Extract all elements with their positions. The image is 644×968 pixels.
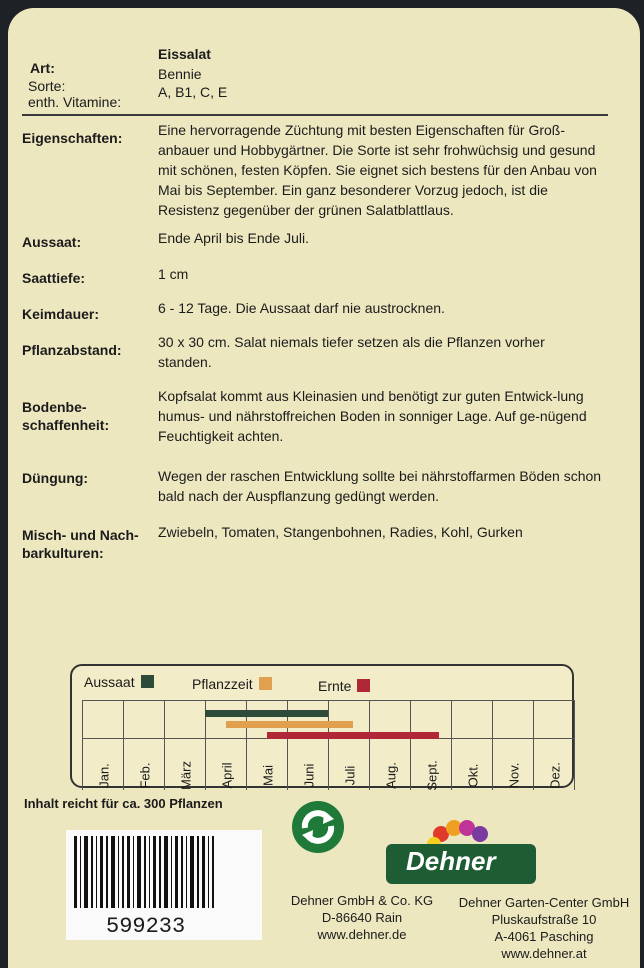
saattiefe-text: 1 cm — [158, 266, 189, 282]
contents-note: Inhalt reicht für ca. 300 Pflanzen — [24, 796, 223, 811]
calendar-gridline — [533, 700, 534, 790]
month-label-text: Jan. — [96, 763, 112, 788]
legend-ernte — [318, 678, 370, 694]
vitamine-value: A, B1, C, E — [158, 84, 228, 100]
calendar-gridline — [82, 700, 83, 790]
address-de-link[interactable]: www.dehner.de — [317, 927, 407, 942]
legend-aussaat-label: Aussaat — [84, 674, 135, 690]
barcode — [66, 830, 262, 940]
month-label-text: März — [178, 761, 194, 790]
month-label-text: April — [219, 762, 235, 789]
sorte-label: Sorte: — [28, 78, 66, 94]
vitamine-label: enth. Vitamine: — [28, 94, 122, 110]
keimdauer-text: 6 - 12 Tage. Die Aussaat darf nie austrocknen. — [158, 300, 445, 316]
legend-aussaat — [84, 674, 154, 690]
month-label-text: Nov. — [506, 762, 522, 789]
calendar-gridline — [164, 700, 165, 790]
calendar-gridline — [410, 700, 411, 790]
eigenschaften-text: Eine hervorragende Züchtung mit besten Eigenschaften für Groß-anbauer und Hobbygärtner. Die Sorte ist sehr frohwüchsig und gesund mit schönen, festen Köpfen. Sie eignet sich bestens für den Anbau von Mai bis September. Ein ganz besonderer Vorzug jedoch, ist die Resistenz gegenüber der grünen Salatblattlaus. — [158, 122, 597, 218]
legend-ernte-label: Ernte — [318, 678, 352, 694]
duengung-label: Düngung: — [22, 470, 89, 486]
month-label-text: Aug. — [383, 762, 399, 789]
calendar-gridline — [574, 700, 575, 790]
legend-ernte-swatch — [357, 679, 370, 692]
keimdauer-label: Keimdauer: — [22, 306, 100, 322]
art-label: Art: — [30, 60, 55, 76]
seed-packet-back — [8, 8, 640, 968]
address-de-line: Dehner GmbH & Co. KG — [290, 893, 434, 908]
month-label-text: Juni — [301, 763, 317, 788]
calendar-bar-pflanzzeit — [226, 721, 353, 728]
bodenbeschaffenheit-label: Bodenbe-schaffenheit: — [22, 399, 110, 433]
aussaat-text: Ende April bis Ende Juli. — [158, 230, 309, 246]
calendar-gridline — [492, 700, 493, 790]
mischkulturen-text: Zwiebeln, Tomaten, Stangenbohnen, Radies, Kohl, Gurken — [158, 524, 523, 540]
address-de — [288, 892, 436, 943]
calendar-gridline — [328, 700, 329, 790]
month-label-text: Mai — [260, 765, 276, 786]
month-label-text: Okt. — [465, 763, 481, 788]
address-at-line: A-4061 Pasching — [494, 929, 594, 944]
recycle-icon — [290, 798, 346, 856]
calendar-gridline — [123, 700, 124, 790]
address-at-line: Pluskaufstraße 10 — [491, 912, 597, 927]
sorte-value: Bennie — [158, 66, 202, 82]
dehner-logo-text: Dehner — [406, 846, 496, 876]
calendar-bar-ernte — [267, 732, 439, 739]
calendar-bar-aussaat — [205, 710, 328, 717]
bodenbeschaffenheit-text: Kopfsalat kommt aus Kleinasien und benötigt zur guten Entwick-lung humus- und nährstoffreichen Boden in sonniger Lage. Auf ge-nügend Feuchtigkeit achten. — [158, 388, 587, 444]
barcode-bars — [66, 830, 262, 910]
address-de-line: D-86640 Rain — [321, 910, 403, 925]
legend-pflanzzeit-label: Pflanzzeit — [192, 676, 253, 692]
calendar-gridline — [82, 700, 574, 701]
saattiefe-label: Saattiefe: — [22, 270, 86, 286]
calendar-gridline — [369, 700, 370, 790]
address-at-link[interactable]: www.dehner.at — [501, 946, 587, 961]
address-at-line: Dehner Garten-Center GmbH — [458, 895, 630, 910]
header-divider — [22, 114, 608, 116]
barcode-number: 599233 — [106, 914, 186, 939]
eigenschaften-label: Eigenschaften: — [22, 130, 123, 146]
pflanzabstand-text: 30 x 30 cm. Salat niemals tiefer setzen als die Pflanzen vorher standen. — [158, 334, 545, 370]
aussaat-label: Aussaat: — [22, 234, 82, 250]
pflanzabstand-label: Pflanzabstand: — [22, 342, 122, 358]
month-label-text: Juli — [342, 765, 358, 786]
month-label-text: Sept. — [424, 760, 440, 791]
duengung-text: Wegen der raschen Entwicklung sollte bei nährstoffarmen Böden schon bald nach der Auspflanzung gedüngt werden. — [158, 468, 602, 504]
address-at — [452, 894, 636, 962]
art-value: Eissalat — [158, 46, 211, 62]
month-label-text: Dez. — [547, 762, 563, 789]
calendar-gridline — [451, 700, 452, 790]
mischkulturen-label: Misch- und Nach-barkulturen: — [22, 527, 139, 561]
month-label-text: Feb. — [137, 762, 153, 789]
legend-aussaat-swatch — [141, 675, 154, 688]
legend-pflanzzeit-swatch — [259, 677, 272, 690]
legend-pflanzzeit — [192, 676, 272, 692]
